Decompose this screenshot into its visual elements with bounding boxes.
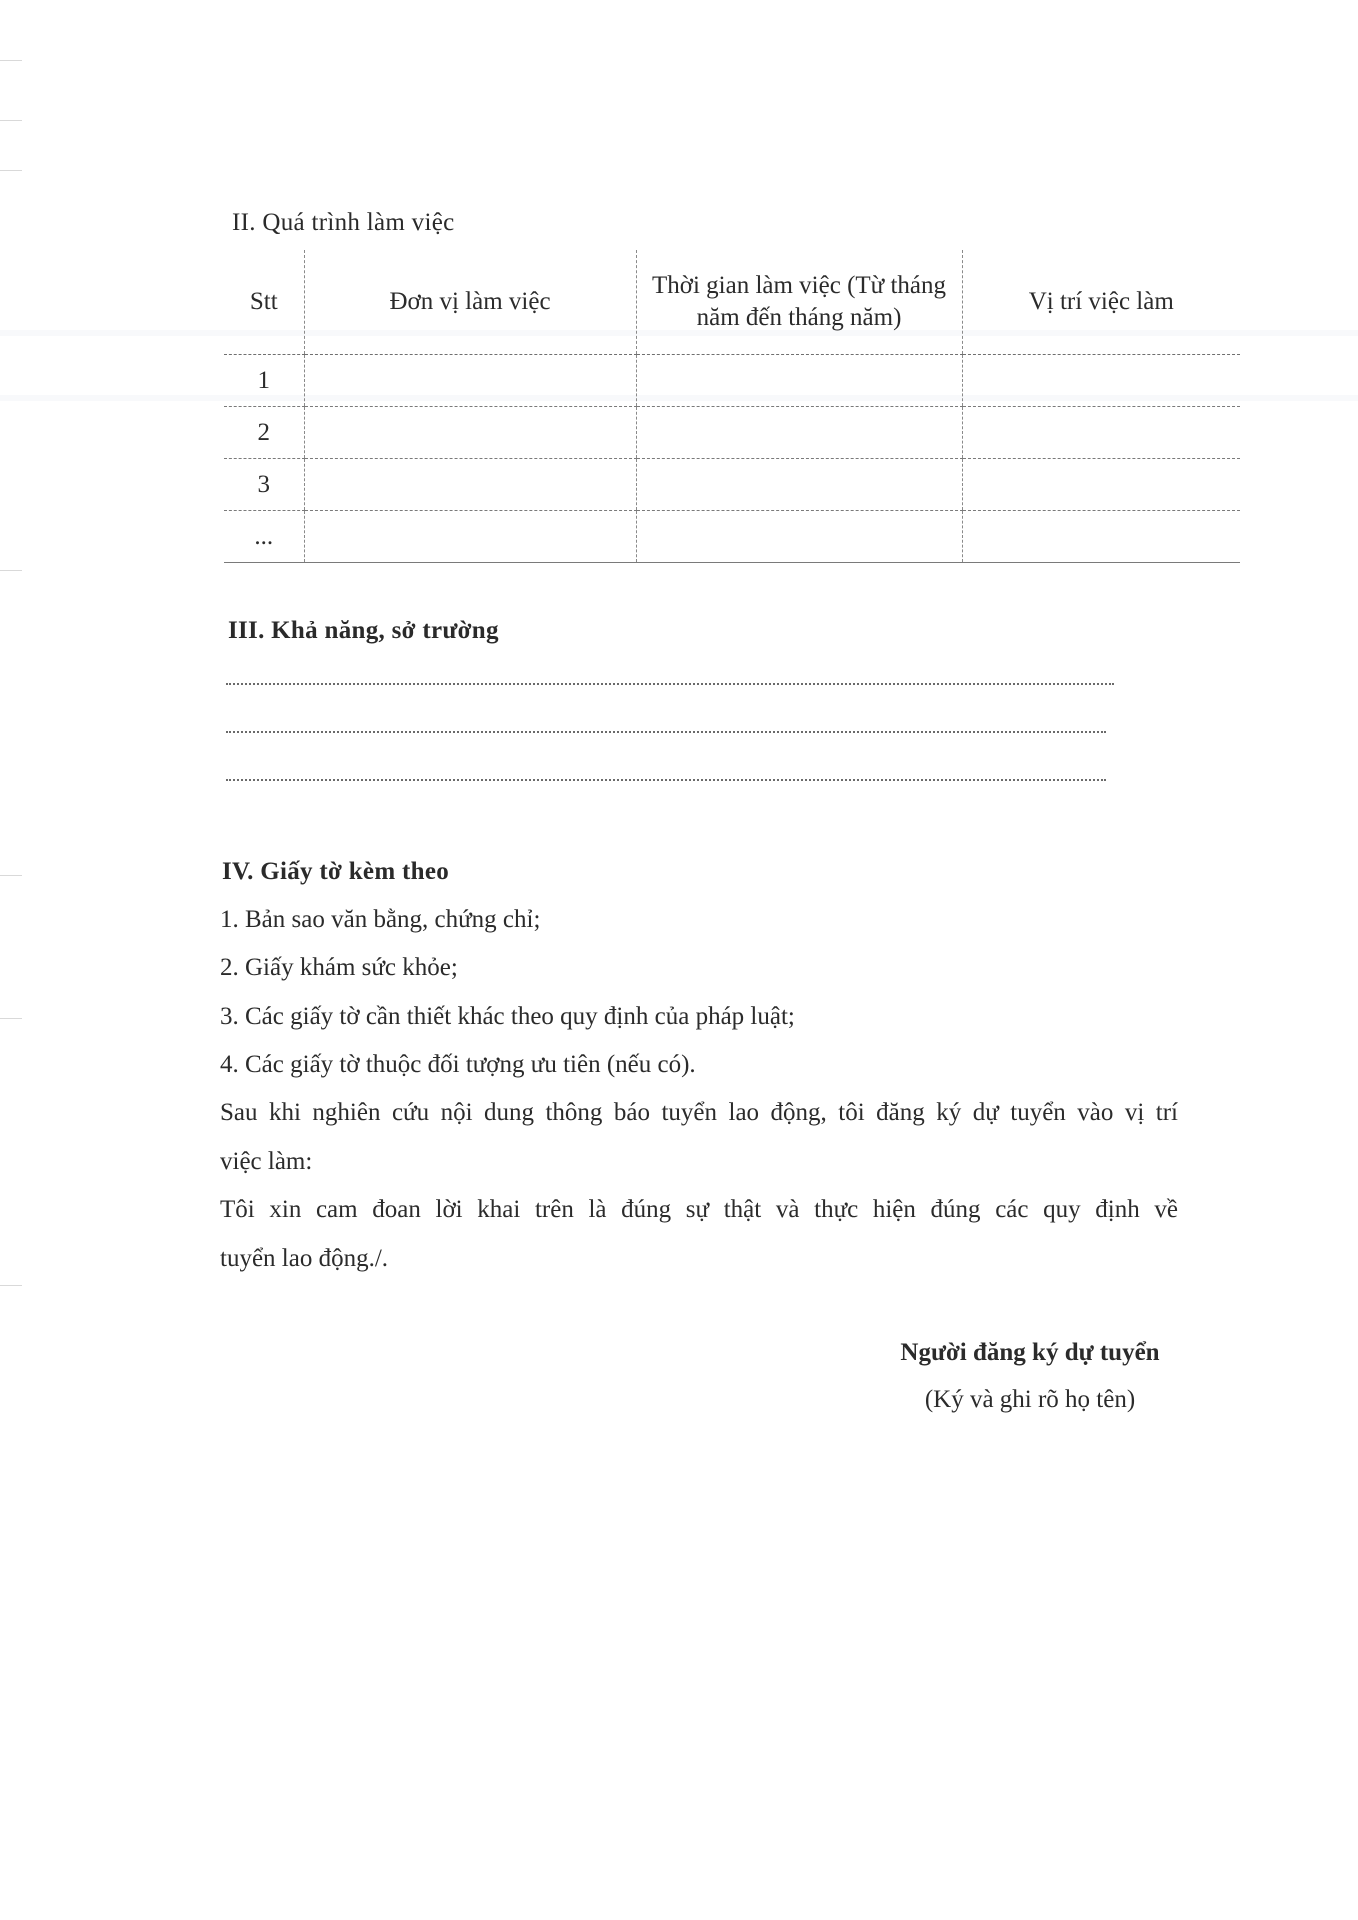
- scan-edge-mark: [0, 570, 22, 571]
- table-row: [224, 407, 1240, 459]
- row-time-cell[interactable]: [636, 511, 962, 563]
- skills-fill-line[interactable]: [226, 681, 1114, 685]
- signature-title: Người đăng ký dự tuyển: [900, 1339, 1160, 1366]
- section-skills-heading: III. Khả năng, sở trường: [228, 617, 499, 644]
- registration-statement: Sau khi nghiên cứu nội dung thông báo tuyển lao động, tôi đăng ký dự tuyển vào vị trí: [220, 1099, 1178, 1126]
- work-history-table: [224, 250, 1240, 563]
- table-row: [224, 355, 1240, 407]
- signature-note: (Ký và ghi rõ họ tên): [924, 1386, 1136, 1413]
- row-position-cell[interactable]: [962, 511, 1240, 563]
- row-time-cell[interactable]: [636, 459, 962, 511]
- row-stt: 2: [224, 407, 304, 459]
- header-unit: Đơn vị làm việc: [304, 250, 636, 355]
- section-attachments-heading: IV. Giấy tờ kèm theo: [222, 858, 450, 885]
- row-stt: ...: [224, 511, 304, 563]
- header-time: Thời gian làm việc (Từ tháng năm đến tháng năm): [636, 250, 962, 355]
- section-work-heading: II. Quá trình làm việc: [232, 209, 455, 236]
- row-position-cell[interactable]: [962, 407, 1240, 459]
- scan-edge-mark: [0, 170, 22, 171]
- scan-edge-mark: [0, 1285, 22, 1286]
- scan-edge-mark: [0, 60, 22, 61]
- scan-edge-mark: [0, 1018, 22, 1019]
- row-position-cell[interactable]: [962, 355, 1240, 407]
- row-stt: 1: [224, 355, 304, 407]
- row-time-cell[interactable]: [636, 407, 962, 459]
- table-row: [224, 459, 1240, 511]
- row-stt: 3: [224, 459, 304, 511]
- skills-fill-line[interactable]: [226, 777, 1106, 781]
- row-unit-cell[interactable]: [304, 355, 636, 407]
- registration-statement-end: việc làm:: [220, 1148, 313, 1175]
- table-row: [224, 511, 1240, 563]
- table-header-row: [224, 250, 1240, 355]
- commitment-statement-end: tuyển lao động./.: [220, 1245, 389, 1272]
- commitment-statement: Tôi xin cam đoan lời khai trên là đúng sự thật và thực hiện đúng các quy định về: [220, 1196, 1178, 1223]
- scan-edge-mark: [0, 120, 22, 121]
- header-position: Vị trí việc làm: [962, 250, 1240, 355]
- attachment-item: 4. Các giấy tờ thuộc đối tượng ưu tiên (nếu có).: [220, 1051, 696, 1078]
- row-unit-cell[interactable]: [304, 459, 636, 511]
- row-position-cell[interactable]: [962, 459, 1240, 511]
- header-stt: Stt: [224, 250, 304, 355]
- attachment-item: 1. Bản sao văn bằng, chứng chỉ;: [220, 906, 541, 933]
- row-unit-cell[interactable]: [304, 407, 636, 459]
- attachment-item: 3. Các giấy tờ cần thiết khác theo quy định của pháp luật;: [220, 1003, 795, 1030]
- attachment-item: 2. Giấy khám sức khỏe;: [220, 954, 458, 981]
- row-unit-cell[interactable]: [304, 511, 636, 563]
- scan-edge-mark: [0, 875, 22, 876]
- skills-fill-line[interactable]: [226, 729, 1106, 733]
- row-time-cell[interactable]: [636, 355, 962, 407]
